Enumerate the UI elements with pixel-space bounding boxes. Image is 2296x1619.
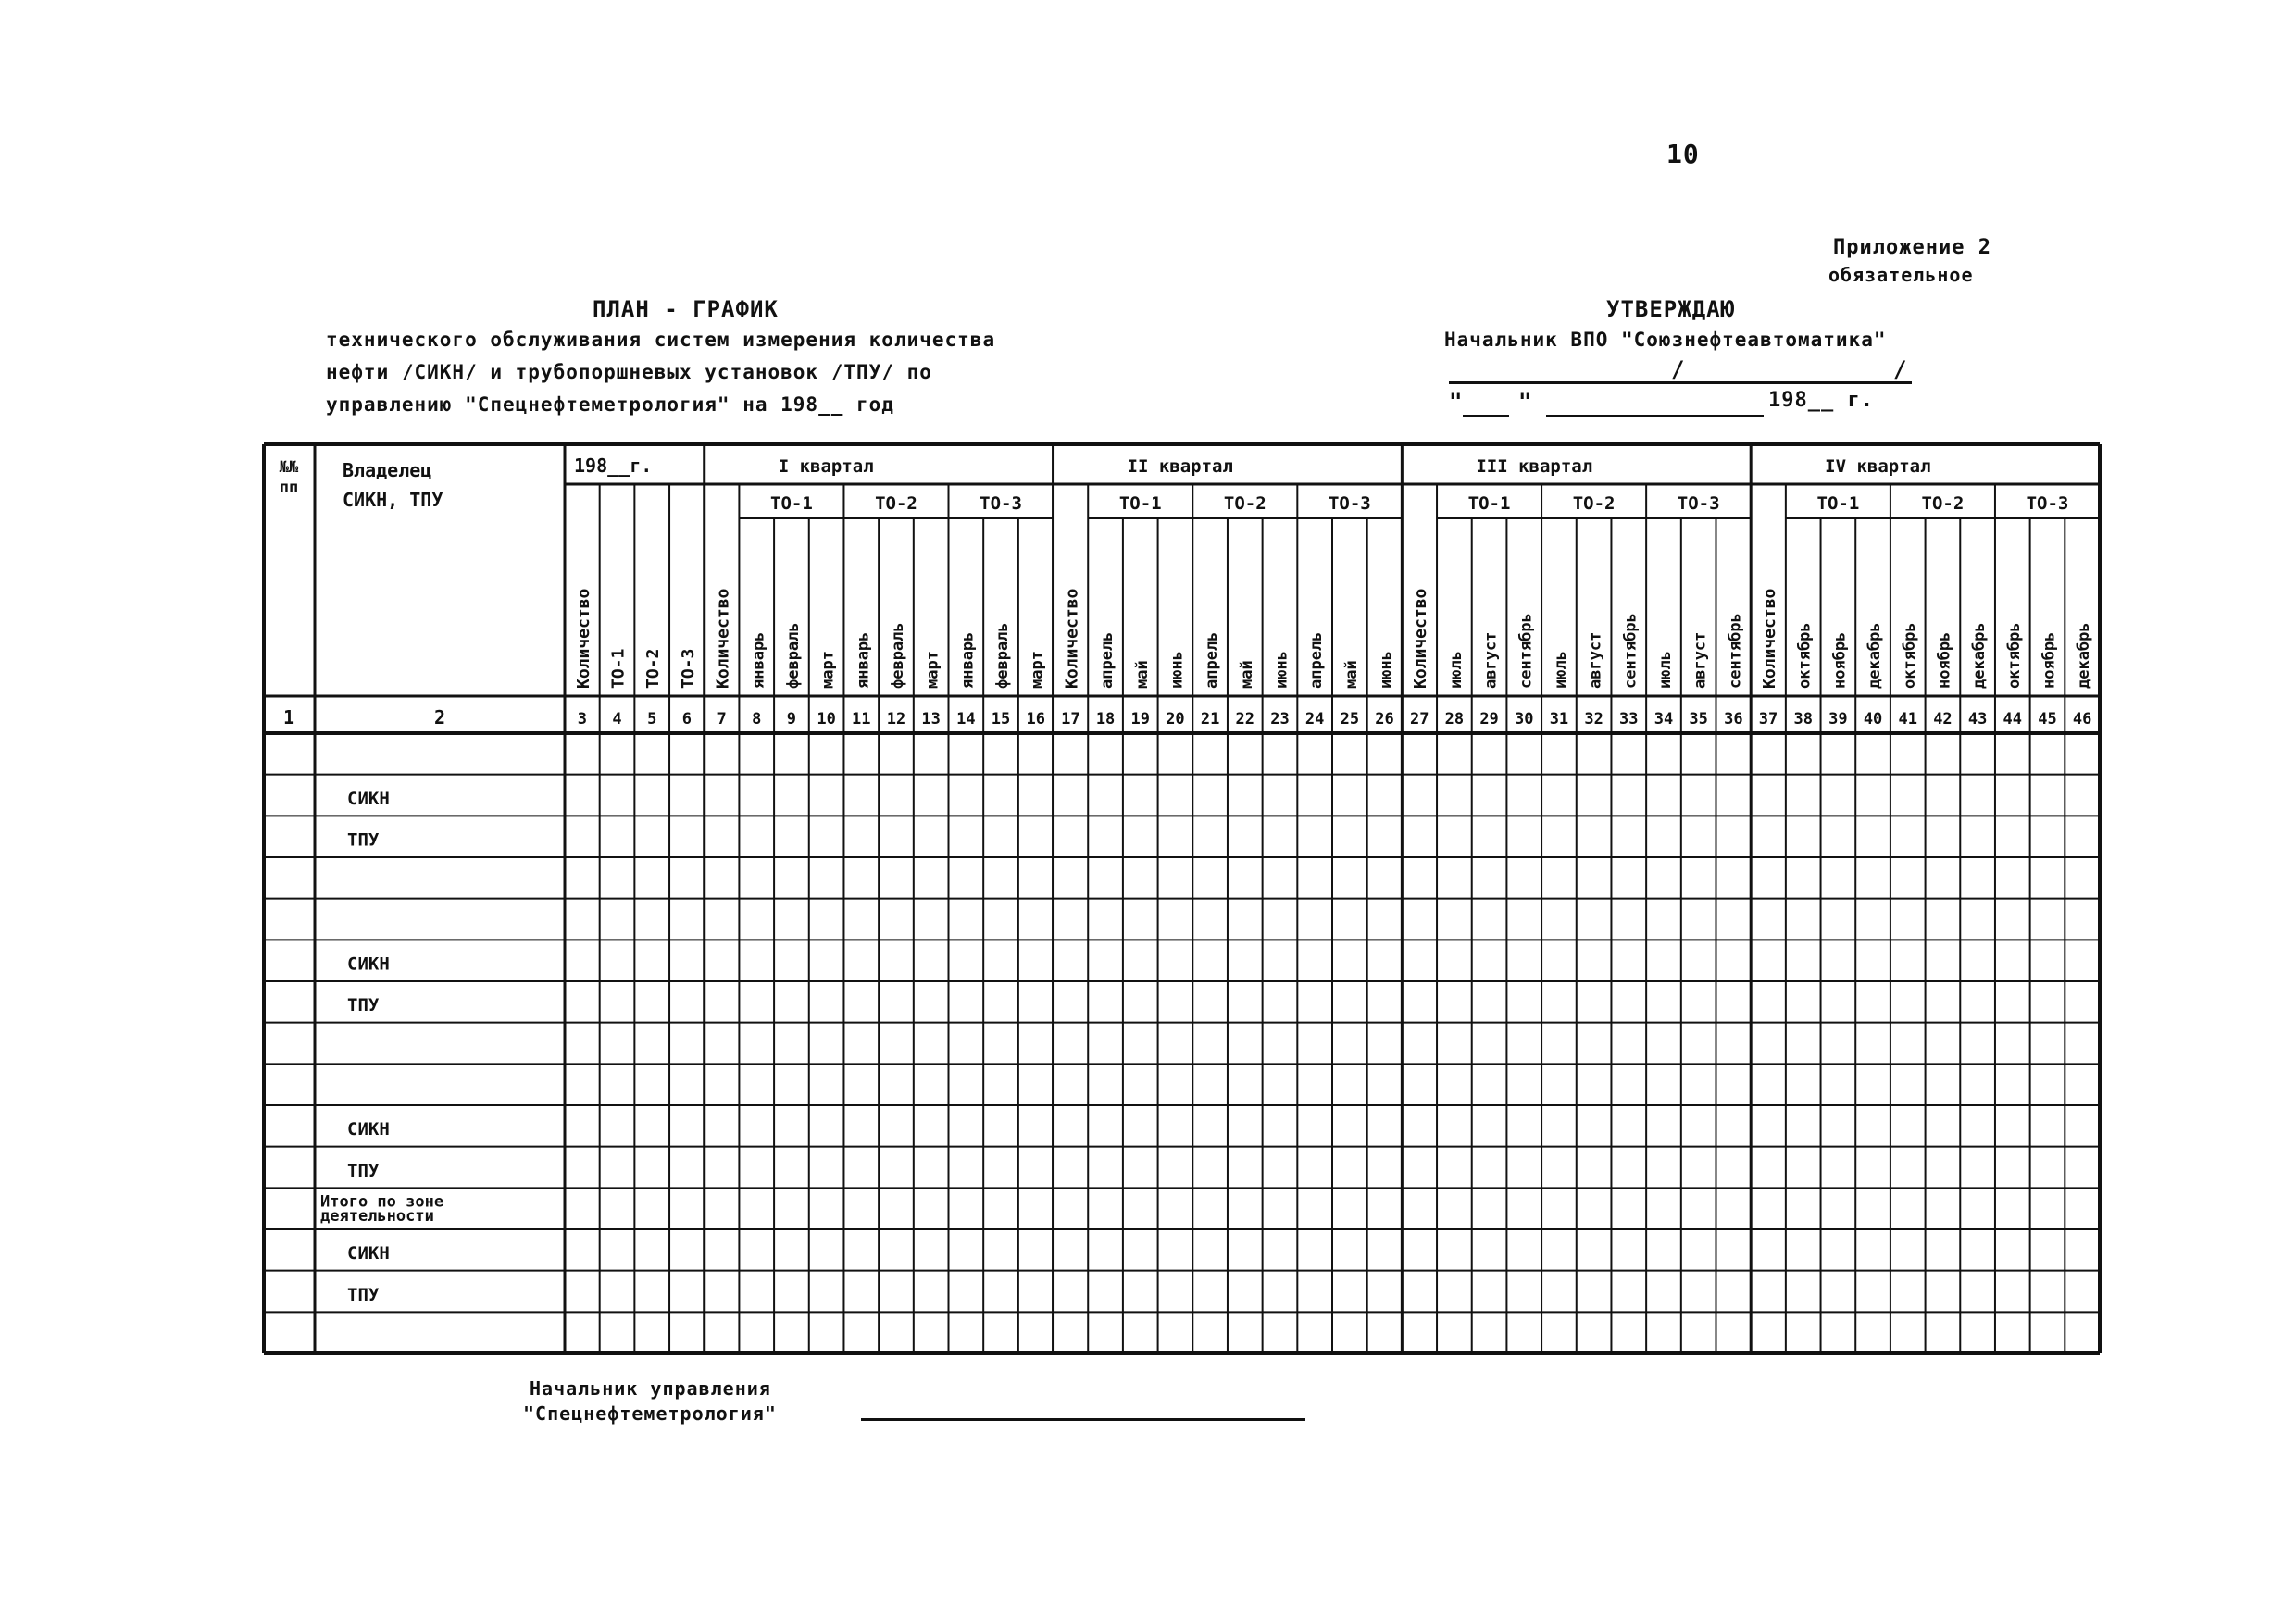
month-label: февраль [993,622,1013,689]
col-number: 27 [1409,710,1429,729]
month-label: сентябрь [1621,613,1641,689]
col-number: 43 [1967,710,1988,729]
month-label: июнь [1377,651,1396,689]
header-year-col: Количество [573,588,593,689]
row-label: СИКН [347,1119,390,1140]
month-label: ноябрь [1830,631,1850,689]
col-number: 10 [817,710,836,729]
signature-slash-1: / [1671,356,1686,382]
col-number: 41 [1898,710,1917,729]
quarter-label: II квартал [1127,456,1233,477]
month-label: февраль [783,622,803,689]
month-label: апрель [1098,631,1117,689]
month-label: апрель [1203,631,1222,689]
month-label: июнь [1167,651,1187,689]
col-number: 16 [1026,710,1045,729]
month-label: январь [958,631,978,689]
month-label: февраль [888,622,907,689]
col-number: 35 [1689,710,1708,729]
month-label: март [923,651,942,689]
header-year-col: ТО-3 [678,648,698,689]
group-label: ТО-2 [1572,493,1616,514]
col-number: 21 [1200,710,1220,729]
col-number: 31 [1549,710,1569,729]
row-label: ТПУ [347,829,380,851]
month-label: май [1132,660,1152,689]
group-label: ТО-1 [1816,493,1860,514]
approve-line-1: Начальник ВПО "Союзнефтеавтоматика" [1444,329,1887,351]
quarter-quantity: Количество [713,588,733,689]
month-label: июль [1551,651,1570,689]
month-label: июль [1446,651,1466,689]
month-label: январь [749,631,768,689]
group-label: ТО-1 [770,493,813,514]
row-label: деятельности [320,1207,434,1227]
col-number: 6 [681,710,693,729]
header-year: 198__г. [574,455,653,477]
month-label: апрель [1307,631,1327,689]
row-label: Итого по зоне [320,1192,444,1212]
col-number: 38 [1793,710,1813,729]
col-number: 36 [1724,710,1743,729]
month-label: декабрь [2075,622,2094,689]
col-number: 39 [1828,710,1848,729]
col-number: 7 [717,710,727,729]
month-label: март [818,651,838,689]
col-number: 15 [991,710,1011,729]
col-number: 37 [1758,710,1778,729]
appendix-label: Приложение 2 [1833,236,1991,259]
group-label: ТО-2 [875,493,917,514]
col-number: 42 [1933,710,1953,729]
group-label: ТО-3 [2026,493,2069,514]
header-year-col: ТО-1 [608,648,629,689]
col-number: 3 [577,710,587,729]
signature-slash-2: / [1893,356,1908,382]
col-number: 30 [1515,710,1534,729]
col-number: 19 [1130,710,1150,729]
header-owner: Владелец [343,459,432,481]
col-number: 17 [1061,710,1080,729]
col-number: 25 [1340,710,1360,729]
appendix-mandatory: обязательное [1828,264,1974,286]
col-number: 18 [1095,710,1116,729]
row-label: СИКН [347,953,390,975]
col-number: 4 [612,710,622,729]
col-number: 34 [1653,710,1674,729]
month-label: ноябрь [2040,631,2059,689]
col-number: 12 [886,710,906,729]
plan-line-3: управлению "Спецнефтеметрология" на 198__ год [326,393,894,416]
col-number: 23 [1270,710,1290,729]
col-number: 45 [2038,710,2057,729]
group-label: ТО-1 [1118,493,1162,514]
footer-signature-line [861,1418,1305,1421]
month-label: август [1586,631,1605,689]
col-number: 32 [1584,710,1603,729]
month-label: июнь [1272,651,1292,689]
header-num: №№ [279,458,299,477]
month-label: август [1691,631,1710,689]
col-number: 5 [647,710,657,729]
month-label: октябрь [2004,622,2024,689]
quarter-quantity: Количество [1411,588,1431,689]
month-label: май [1237,660,1256,689]
col-number: 11 [852,710,871,729]
month-label: декабрь [1866,622,1885,689]
group-label: ТО-1 [1467,493,1511,514]
month-label: октябрь [1795,622,1815,689]
col-number: 20 [1166,710,1185,729]
month-label: ноябрь [1935,631,1954,689]
col-number: 1 [282,706,295,729]
group-label: ТО-3 [1328,493,1371,514]
col-number: 46 [2072,710,2092,729]
quarter-quantity: Количество [1062,588,1082,689]
group-label: ТО-2 [1921,493,1965,514]
group-label: ТО-2 [1223,493,1267,514]
col-number: 22 [1235,710,1255,729]
footer-line-1: Начальник управления [530,1377,771,1400]
month-label: март [1028,651,1047,689]
quarter-quantity: Количество [1760,588,1780,689]
col-number: 26 [1375,710,1394,729]
col-number: 9 [786,710,797,729]
row-label: ТПУ [347,1284,380,1305]
header-year-col: ТО-2 [643,648,664,689]
col-number: 2 [433,706,446,729]
col-number: 14 [956,710,976,729]
row-label: ТПУ [347,995,380,1016]
col-number: 44 [2003,710,2023,729]
quarter-label: III квартал [1476,456,1593,477]
row-label: СИКН [347,788,390,809]
group-label: ТО-3 [1677,493,1720,514]
month-label: сентябрь [1726,613,1745,689]
month-label: август [1481,631,1501,689]
quarter-label: IV квартал [1825,456,1931,477]
month-label: октябрь [1900,622,1919,689]
plan-line-2: нефти /СИКН/ и трубопоршневых установок /ТПУ/ по [326,361,932,383]
header-owner-sub: СИКН, ТПУ [343,489,443,511]
group-label: ТО-3 [980,493,1022,514]
plan-line-1: технического обслуживания систем измерения количества [326,329,996,351]
date-quote-open: " [1449,389,1464,415]
month-label: май [1341,660,1361,689]
col-number: 8 [752,710,762,729]
month-label: сентябрь [1516,613,1536,689]
month-label: июль [1655,651,1675,689]
header-num-pp: пп [279,479,299,497]
col-number: 33 [1619,710,1639,729]
col-number: 24 [1304,710,1325,729]
approve-title: УТВЕРЖДАЮ [1606,296,1736,322]
month-label: январь [854,631,873,689]
col-number: 13 [921,710,941,729]
plan-title: ПЛАН - ГРАФИК [593,296,779,322]
date-year: 198__ г. [1768,389,1874,412]
col-number: 28 [1444,710,1465,729]
col-number: 40 [1863,710,1883,729]
footer-line-2: "Спецнефтеметрология" [523,1402,777,1425]
month-label: декабрь [1970,622,1990,689]
row-label: ТПУ [347,1160,380,1181]
col-number: 29 [1479,710,1499,729]
quarter-label: I квартал [778,456,874,477]
page-number: 10 [1666,139,1700,169]
row-label: СИКН [347,1243,390,1264]
date-quote-close: " [1518,389,1533,415]
